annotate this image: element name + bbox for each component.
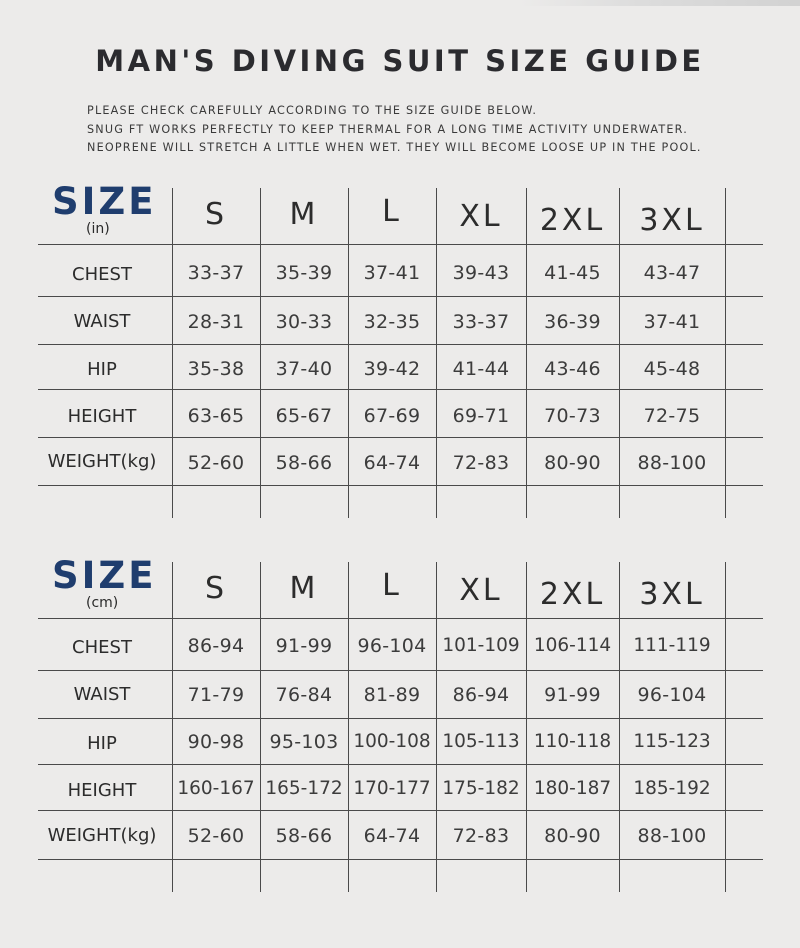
table-cell: 37-41 bbox=[643, 311, 701, 333]
row-label-waist: WAIST bbox=[73, 311, 131, 332]
size-header-xl: XL bbox=[459, 199, 503, 234]
table-cell: 80-90 bbox=[544, 452, 601, 474]
row-divider bbox=[38, 764, 763, 765]
size-header-l: L bbox=[382, 568, 402, 603]
table-cell: 165-172 bbox=[265, 778, 343, 799]
size-header-3xl: 3XL bbox=[639, 203, 705, 238]
size-header-s: S bbox=[204, 571, 228, 606]
table-cell: 180-187 bbox=[533, 778, 612, 799]
table-cell: 170-177 bbox=[353, 778, 431, 799]
table-cell: 100-108 bbox=[353, 731, 431, 752]
size-header-2xl: 2XL bbox=[539, 577, 606, 612]
row-divider bbox=[38, 437, 763, 438]
note-line: SNUG FT WORKS PERFECTLY TO KEEP THERMAL FOR A LONG TIME ACTIVITY UNDERWATER. bbox=[87, 122, 689, 136]
size-header-m: M bbox=[289, 197, 319, 232]
size-guide-notes bbox=[87, 102, 702, 158]
row-divider bbox=[38, 296, 763, 297]
table-cell: 58-66 bbox=[275, 452, 333, 474]
table-cell: 72-83 bbox=[452, 452, 510, 474]
table-cell: 64-74 bbox=[363, 825, 421, 847]
table-cell: 39-43 bbox=[452, 262, 510, 284]
row-divider bbox=[38, 244, 763, 245]
row-label-weightkg: WEIGHT(kg) bbox=[47, 825, 157, 846]
table-cell: 41-44 bbox=[452, 358, 510, 380]
table-cell: 72-75 bbox=[643, 405, 701, 427]
row-label-hip: HIP bbox=[87, 359, 117, 380]
note-line: NEOPRENE WILL STRETCH A LITTLE WHEN WET. THEY WILL BECOME LOOSE UP IN THE POOL. bbox=[87, 141, 702, 154]
table-cell: 43-47 bbox=[643, 262, 701, 284]
table-cell: 80-90 bbox=[544, 825, 601, 847]
table-cell: 71-79 bbox=[187, 684, 245, 706]
table-cell: 96-104 bbox=[637, 684, 707, 706]
size-header-3xl: 3XL bbox=[639, 577, 705, 612]
table-cell: 37-41 bbox=[363, 262, 421, 284]
table-cell: 39-42 bbox=[363, 358, 421, 380]
table-cell: 88-100 bbox=[637, 452, 707, 474]
table-cell: 28-31 bbox=[187, 311, 245, 333]
size-header-2xl: 2XL bbox=[539, 203, 606, 238]
size-header-m: M bbox=[289, 571, 319, 606]
table-cell: 35-38 bbox=[187, 358, 245, 380]
table-cell: 52-60 bbox=[187, 825, 245, 847]
row-divider bbox=[38, 344, 763, 345]
row-divider bbox=[38, 810, 763, 811]
table-cell: 175-182 bbox=[442, 778, 520, 799]
table-cell: 64-74 bbox=[363, 452, 421, 474]
row-divider bbox=[38, 389, 763, 390]
table-cell: 115-123 bbox=[633, 731, 711, 752]
table-cell: 65-67 bbox=[275, 405, 333, 427]
table-cell: 91-99 bbox=[275, 635, 333, 657]
table-cell: 32-35 bbox=[363, 311, 421, 333]
table-cell: 81-89 bbox=[363, 684, 421, 706]
row-divider bbox=[38, 485, 763, 486]
table-cell: 185-192 bbox=[633, 778, 711, 799]
table-cell: 33-37 bbox=[452, 311, 510, 333]
table-cell: 67-69 bbox=[363, 405, 421, 427]
top-band bbox=[0, 0, 800, 6]
table-cell: 58-66 bbox=[275, 825, 333, 847]
size-header-xl: XL bbox=[459, 573, 503, 608]
page-title: MAN'S DIVING SUIT SIZE GUIDE bbox=[95, 44, 705, 78]
table-cell: 33-37 bbox=[187, 262, 245, 284]
unit-label: (in) bbox=[86, 221, 110, 237]
table-cell: 101-109 bbox=[442, 635, 520, 656]
column-divider bbox=[725, 562, 726, 892]
table-cell: 63-65 bbox=[187, 405, 245, 427]
table-cell: 111-119 bbox=[633, 635, 711, 656]
table-cell: 41-45 bbox=[544, 262, 601, 284]
table-cell: 91-99 bbox=[544, 684, 601, 706]
row-label-weightkg: WEIGHT(kg) bbox=[47, 451, 157, 472]
table-cell: 86-94 bbox=[187, 635, 245, 657]
row-label-chest: CHEST bbox=[72, 264, 132, 285]
table-cell: 69-71 bbox=[452, 405, 510, 427]
table-cell: 52-60 bbox=[187, 452, 245, 474]
table-cell: 110-118 bbox=[533, 731, 612, 752]
table-cell: 105-113 bbox=[442, 731, 520, 752]
table-cell: 43-46 bbox=[544, 358, 601, 380]
table-cell: 72-83 bbox=[452, 825, 510, 847]
size-header-l: L bbox=[382, 194, 402, 229]
row-label-height: HEIGHT bbox=[67, 406, 137, 427]
table-cell: 36-39 bbox=[544, 311, 601, 333]
unit-label: (cm) bbox=[86, 595, 119, 611]
table-cell: 30-33 bbox=[275, 311, 333, 333]
row-divider bbox=[38, 618, 763, 619]
row-label-hip: HIP bbox=[87, 733, 117, 754]
row-divider bbox=[38, 718, 763, 719]
table-cell: 45-48 bbox=[643, 358, 701, 380]
table-cell: 37-40 bbox=[275, 358, 333, 380]
table-cell: 76-84 bbox=[275, 684, 333, 706]
table-cell: 90-98 bbox=[187, 731, 245, 753]
table-cell: 106-114 bbox=[533, 635, 612, 656]
table-cell: 95-103 bbox=[269, 731, 339, 753]
table-cell: 88-100 bbox=[637, 825, 707, 847]
size-heading: SIZE bbox=[52, 180, 157, 223]
row-label-chest: CHEST bbox=[72, 637, 132, 658]
size-header-s: S bbox=[204, 197, 228, 232]
table-cell: 35-39 bbox=[275, 262, 333, 284]
row-label-waist: WAIST bbox=[73, 684, 131, 705]
note-line: PLEASE CHECK CAREFULLY ACCORDING TO THE SIZE GUIDE BELOW. bbox=[87, 104, 538, 117]
table-cell: 160-167 bbox=[177, 778, 255, 799]
table-cell: 96-104 bbox=[357, 635, 427, 657]
column-divider bbox=[725, 188, 726, 518]
size-heading: SIZE bbox=[52, 554, 157, 597]
table-cell: 86-94 bbox=[452, 684, 510, 706]
row-divider bbox=[38, 859, 763, 860]
row-label-height: HEIGHT bbox=[67, 780, 137, 801]
row-divider bbox=[38, 670, 763, 671]
table-cell: 70-73 bbox=[544, 405, 601, 427]
